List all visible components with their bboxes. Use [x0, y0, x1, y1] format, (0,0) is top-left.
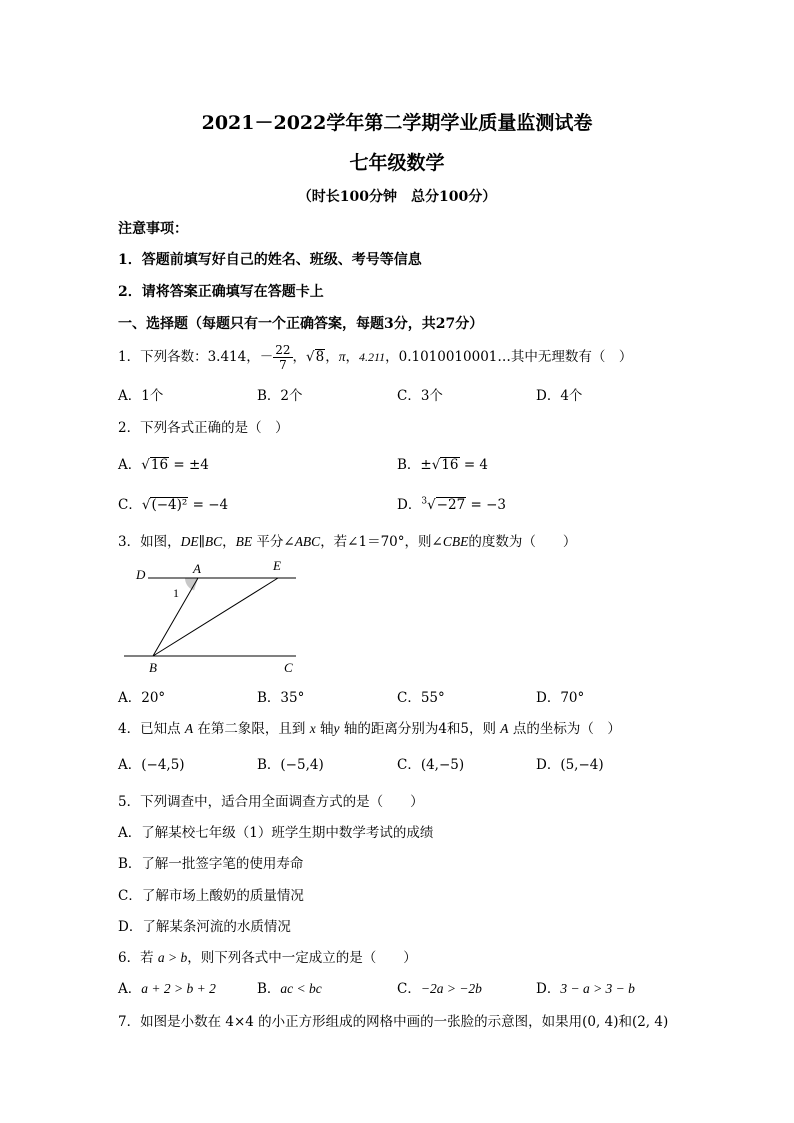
q1-option-d: D．4个	[536, 388, 583, 404]
q5-option-c: C．了解市场上酸奶的质量情况	[118, 888, 304, 904]
question-3-stem	[118, 530, 576, 550]
q1-frac-num: 22	[275, 343, 291, 357]
q1-option-c: C．3个	[397, 388, 443, 404]
q3-option-c: C．55°	[397, 690, 445, 706]
note-item-2: 2．请将答案正确填写在答题卡上	[118, 284, 324, 300]
sqrt-icon: √	[306, 349, 315, 365]
q3-prefix: 3．如图，	[118, 534, 181, 550]
q3-math-be: BE	[235, 534, 253, 549]
q6-c-label: C．	[397, 981, 421, 997]
q2-c-rest: = −4	[188, 497, 229, 513]
label-c: C	[284, 660, 293, 675]
q2-d-label: D．	[397, 497, 422, 513]
q1-sep: ，	[325, 349, 339, 365]
q1-sqrt8: 8	[315, 349, 325, 365]
q6-part: ，则下列各式中一定成立的是（ ）	[187, 950, 417, 966]
q2-option-a	[118, 453, 209, 473]
notes-heading: 注意事项：	[118, 221, 188, 237]
q2-b-label: B．±	[397, 457, 432, 473]
q3-option-d: D．70°	[536, 690, 585, 706]
q4-option-c: C．(4,−5)	[397, 757, 465, 773]
q5-option-d: D．了解某条河流的水质情况	[118, 919, 291, 935]
q4-option-a: A．(−4,5)	[118, 757, 185, 773]
q3-sep: ，	[222, 534, 236, 550]
exam-subtitle: 七年级数学	[349, 152, 445, 174]
q6-part: 6．若	[118, 950, 158, 966]
q6-b-label: B．	[257, 981, 281, 997]
q5-option-a: A．了解某校七年级（1）班学生期中数学考试的成绩	[118, 825, 434, 841]
q6-a-math: a + 2 > b + 2	[141, 981, 216, 996]
q3-mid: 平分∠	[252, 534, 295, 550]
q2-c-label: C．	[118, 497, 142, 513]
q1-option-a: A．1个	[118, 388, 164, 404]
q2-b-rest: = 4	[459, 457, 489, 473]
exam-duration: （时长100分钟 总分100分）	[297, 189, 497, 205]
q6-option-b	[257, 977, 322, 997]
q4-part: 4．已知点	[118, 721, 185, 737]
question-7-stem: 7．如图是小数在 4×4 的小正方形组成的网格中画的一张脸的示意图，如果用(0, 4)和(2, 4)	[118, 1014, 669, 1030]
q3-math-cbe: CBE	[442, 534, 469, 549]
q6-option-a	[118, 977, 216, 997]
q2-option-c	[118, 493, 228, 513]
q2-c-radicand: (−4)²	[151, 497, 188, 513]
q3-math-abc: ABC	[294, 534, 321, 549]
q6-c-math: −2a > −2b	[420, 981, 482, 996]
sqrt-icon: √	[427, 497, 436, 513]
q2-option-b	[397, 453, 488, 473]
question-2-stem: 2．下列各式正确的是（ ）	[118, 420, 289, 436]
label-angle-1: 1	[173, 586, 179, 600]
q1-neg: －	[259, 349, 274, 365]
note-item-1: 1．答题前填写好自己的姓名、班级、考号等信息	[118, 252, 422, 268]
question-6-stem	[118, 946, 417, 966]
q1-pi: π	[338, 349, 346, 364]
q6-option-d	[536, 977, 635, 997]
question-5-stem: 5．下列调查中，适合用全面调查方式的是（ ）	[118, 794, 424, 810]
q2-d-radicand: −27	[436, 497, 466, 513]
label-e: E	[273, 558, 281, 573]
q2-a-rest: = ±4	[169, 457, 209, 473]
q6-d-label: D．	[536, 981, 561, 997]
q4-point-a: A	[500, 721, 509, 736]
q2-a-label: A．	[118, 457, 142, 473]
q3-mid2: ，若∠1＝70°，则∠	[320, 534, 443, 550]
q4-part: 轴的距离分别为4和5，则	[339, 721, 501, 737]
q2-b-radicand: 16	[441, 457, 459, 473]
q6-a-label: A．	[118, 981, 142, 997]
label-a: A	[193, 561, 201, 576]
q6-b-math: ac < bc	[280, 981, 322, 996]
section-heading: 一、选择题（每题只有一个正确答案，每题3分，共27分）	[118, 316, 484, 332]
q2-d-index: 3	[421, 496, 428, 507]
q4-part: 轴	[315, 721, 334, 737]
label-b: B	[149, 660, 157, 675]
q4-x: x	[309, 721, 316, 736]
q6-option-c	[397, 977, 482, 997]
q3-option-b: B．35°	[257, 690, 305, 706]
q1-repeating-decimal: 4.211	[359, 350, 386, 364]
q2-d-rest: = −3	[466, 497, 506, 513]
q3-math-de-bc: DE∥BC	[180, 534, 223, 549]
q2-option-d	[397, 493, 506, 513]
q1-option-b: B．2个	[257, 388, 303, 404]
q1-prefix: 1．下列各数：3.414，	[118, 349, 260, 365]
q3-suffix: 的度数为（ ）	[468, 534, 577, 550]
exam-title: 2021－2022学年第二学期学业质量监测试卷	[201, 112, 593, 134]
sqrt-icon: √	[141, 457, 150, 473]
q3-option-a: A．20°	[118, 690, 166, 706]
q6-condition: a > b	[157, 950, 188, 965]
q4-point-a: A	[184, 721, 194, 736]
q4-y: y	[333, 721, 340, 736]
q3-geometry-figure	[118, 555, 308, 680]
q1-suffix: ，0.1010010001…其中无理数有（ ）	[385, 349, 633, 365]
q6-d-math: 3 − a > 3 − b	[560, 981, 635, 996]
q2-a-radicand: 16	[150, 457, 169, 473]
q4-part: 在第二象限，且到	[193, 721, 310, 737]
q1-fraction	[273, 343, 292, 372]
segment-be	[153, 578, 278, 656]
q4-option-d: D．(5,−4)	[536, 757, 604, 773]
q4-part: 点的坐标为（ ）	[508, 721, 621, 737]
q4-option-b: B．(−5,4)	[257, 757, 324, 773]
q1-frac-den: 7	[279, 358, 287, 372]
label-d: D	[136, 567, 146, 582]
question-1-stem	[118, 341, 632, 373]
sqrt-icon: √	[141, 497, 151, 513]
question-4-stem	[118, 717, 621, 737]
sqrt-icon: √	[431, 457, 441, 473]
q5-option-b: B．了解一批签字笔的使用寿命	[118, 856, 304, 872]
q1-sep: ，	[345, 349, 359, 365]
q1-sep: ，	[292, 349, 307, 365]
